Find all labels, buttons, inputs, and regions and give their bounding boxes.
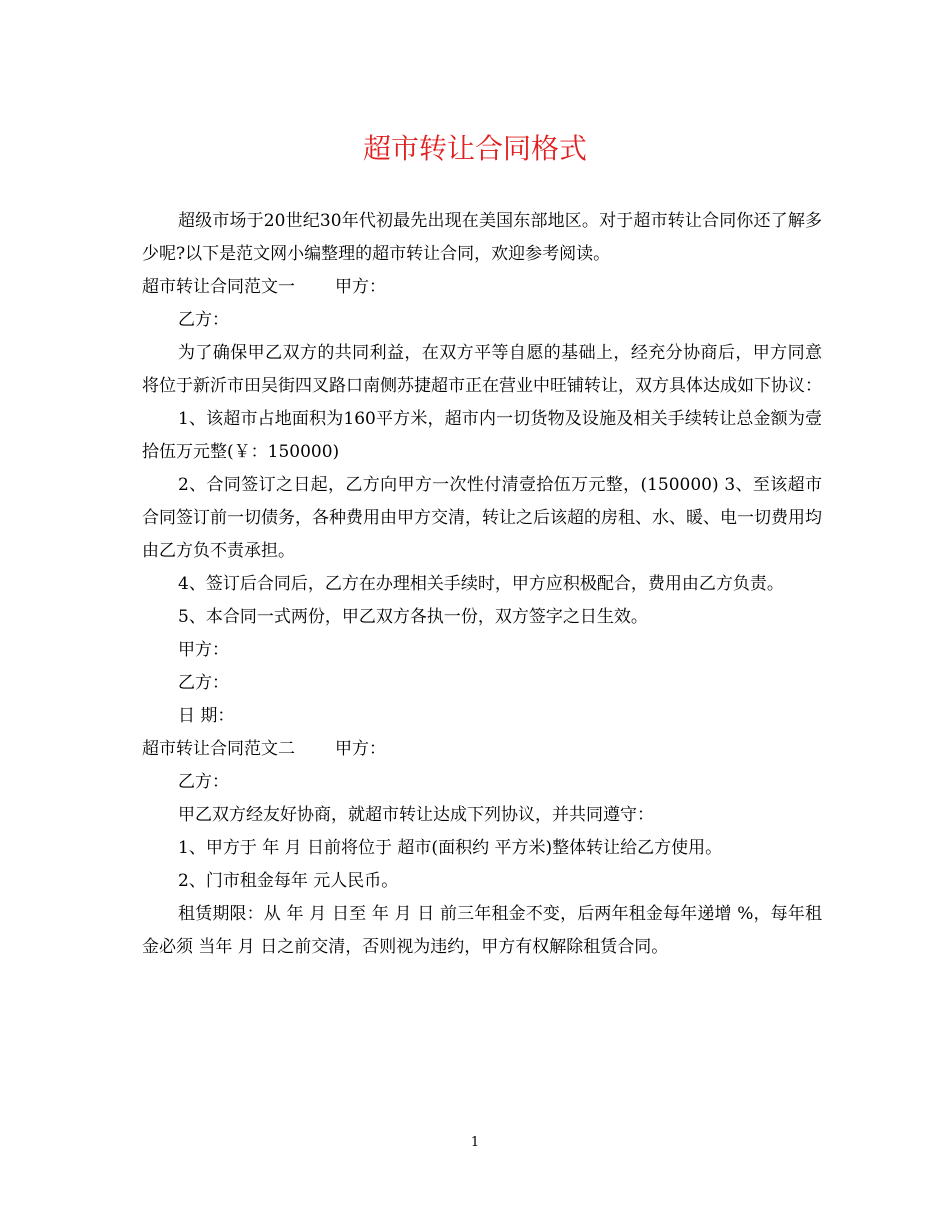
paragraph-agreement: 甲乙双方经友好协商，就超市转让达成下列协议，并共同遵守： — [178, 805, 654, 825]
signature-party-a: 甲方： — [178, 640, 229, 660]
clause-1: 1、该超市占地面积为160平方米，超市内一切货物及设施及相关手续转让总金额为壹拾伍万元整(￥：150000) — [142, 409, 822, 462]
clause-4: 4、签订后合同后，乙方在办理相关手续时，甲方应积极配合，费用由乙方负责。 — [178, 574, 784, 594]
signature-party-b: 乙方： — [178, 673, 229, 693]
page-number: 1 — [470, 1135, 480, 1150]
party-b-label: 乙方： — [178, 310, 229, 330]
section-heading-text: 超市转让合同范文一 — [142, 277, 295, 297]
paragraph-preamble: 为了确保甲乙双方的共同利益，在双方平等自愿的基础上，经充分协商后，甲方同意将位于新沂市田吴街四叉路口南侧苏捷超市正在营业中旺铺转让，双方具体达成如下协议： — [142, 343, 822, 396]
clause-lease-term: 租赁期限：从 年 月 日至 年 月 日 前三年租金不变，后两年租金每年递增 %，每年租金必须 当年 月 日之前交清，否则视为违约，甲方有权解除租赁合同。 — [142, 904, 822, 957]
clause-transfer: 1、甲方于 年 月 日前将位于 超市(面积约 平方米)整体转让给乙方使用。 — [178, 838, 723, 858]
party-a-label: 甲方： — [335, 739, 386, 759]
party-b-label: 乙方： — [178, 772, 229, 792]
section-heading-text: 超市转让合同范文二 — [142, 739, 295, 759]
clause-5: 5、本合同一式两份，甲乙双方各执一份，双方签字之日生效。 — [178, 607, 648, 627]
section-heading-sample-two — [142, 733, 822, 766]
section-heading-sample-one — [142, 271, 822, 304]
paragraph-intro: 超级市场于20世纪30年代初最先出现在美国东部地区。对于超市转让合同你还了解多少呢?以下是范文网小编整理的超市转让合同，欢迎参考阅读。 — [142, 211, 822, 264]
signature-date: 日 期： — [178, 706, 235, 726]
document-title: 超市转让合同格式 — [362, 132, 587, 165]
party-a-label: 甲方： — [335, 277, 386, 297]
document-body — [142, 205, 822, 964]
clause-rent: 2、门市租金每年 元人民币。 — [178, 871, 399, 891]
clause-2-3: 2、合同签订之日起，乙方向甲方一次性付清壹拾伍万元整，(150000) 3、至该超市合同签订前一切债务，各种费用由甲方交清，转让之后该超的房租、水、暖、电一切费用均由乙方负不责承担。 — [142, 475, 822, 561]
